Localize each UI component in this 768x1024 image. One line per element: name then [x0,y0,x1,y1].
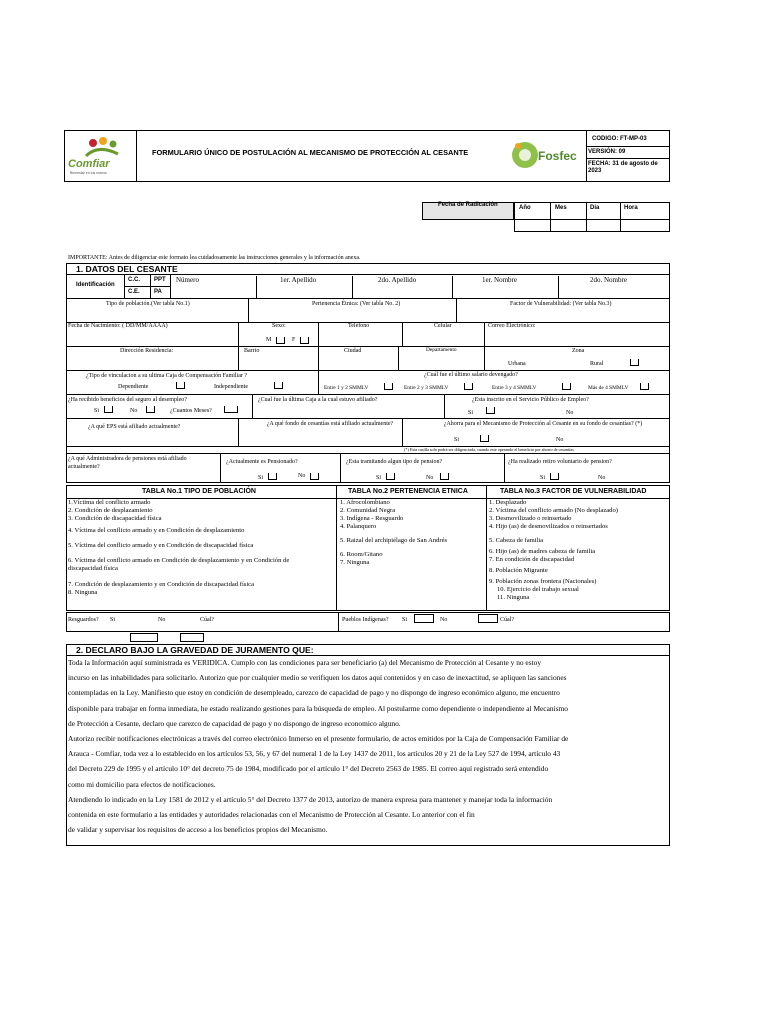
tramite-si: Si [376,475,382,481]
table1-item: 2. Condición de desplazamiento [68,507,153,514]
dependiente-checkbox[interactable] [176,382,185,389]
comfiar-tagline: Bienestar en tus manos [70,171,107,175]
beneficios-no: No [130,408,138,414]
resguardos-cual: Cúal? [200,617,214,623]
zona-urbana: Urbana [508,361,526,367]
apellido2-label: 2do. Apellido [378,276,417,284]
tipo-poblacion-input[interactable] [68,310,246,321]
nombre2-label: 2do. Nombre [590,276,627,284]
table2-item: 1. Afrocolombiano [340,499,390,506]
sexo-m-checkbox[interactable] [276,337,285,344]
direccion-input[interactable] [68,357,236,369]
departamento-label: Departamento [426,347,457,353]
id-cc: C.C. [128,277,140,283]
salario-option-1: Entre 1 y 2 SMMLV [324,385,369,391]
beneficios-si: Si [94,408,100,414]
declaration-line: Atendiendo lo indicado en la Ley 1581 de 2012 y el artículo 5° del Decreto 1377 de 2013, autorizo de manera expresa para mantener y manejar toda la información [68,794,553,804]
tipo-vinculacion-label: ¿Tipo de vinculacion a su ultima Caja de Compensación Familiar ? [86,373,248,379]
fecha: FECHA: 31 de agosto de 2023 [588,161,658,174]
barrio-input[interactable] [240,357,316,369]
nac-col-1 [238,322,239,346]
vulnerabilidad-label: Factor de Vulnerabilidad: (Ver tabla No.3) [510,301,612,307]
version: VERSIÓN: 09 [588,149,626,155]
nac-col-4 [484,322,485,346]
table3-title: TABLA No.3 FACTOR DE VULNERABILIDAD [500,488,647,495]
resguardos-label: Resguardos? [68,617,99,623]
tramite-si-checkbox[interactable] [386,473,395,480]
section1-title: 1. DATOS DEL CESANTE [76,264,178,274]
radicacion-dia-input[interactable] [587,220,619,231]
table3-item: 7. En condición de discapacidad [489,556,575,563]
dir-col-4 [484,346,485,370]
salario-question: ¿Cuál fue el último salario devengado? [424,372,518,378]
table3-item: 4. Hijo (as) de desmovilizados o reinsertados [489,523,608,530]
pob-col-1 [248,298,249,322]
empleo-si-checkbox[interactable] [486,407,495,414]
resguardos-si: Si [110,617,116,623]
ahorro-si: Si [454,437,460,443]
section1-title-line [66,274,670,275]
salario-option-3: Entre 3 y 4 SMMLV [492,385,537,391]
independiente-label: Independiente [214,384,248,390]
sexo-label: Sexo: [272,323,286,329]
ahorro-question: ¿Ahorra para el Mecanismo de Protección al Cesante en su fondo de cesantías? (*) [443,421,643,427]
id-row-mid [124,286,170,287]
numero-label: Número [176,276,199,284]
identificacion-label: Identificación [76,282,115,288]
resguardos-no: No [158,617,166,623]
form-title: FORMULARIO ÚNICO DE POSTULACIÓN AL MECANISMO DE PROTECCIÓN AL CESANTE [152,148,469,157]
row-line-3 [66,346,670,347]
comfiar-brand: Comfiar [68,158,110,170]
declaration-line: de Protección a Cesante, declaro que carezco de capacidad de pago y no dispongo de ingreso economico alguno. [68,718,401,728]
table1-list [68,499,289,597]
independiente-checkbox[interactable] [274,382,283,389]
pueblos-si-checkbox[interactable] [414,614,434,623]
radicacion-mes-input[interactable] [551,220,585,231]
telefono-label: Teléfono [348,323,370,329]
pueblos-label: Pueblos Indígenas? [342,617,389,623]
declaration-line: Autorizo recibir notificaciones electrónicas a través del correo electrónico Inmerso en el presente formulario, de actos emitidos por la Caja de Compensación Familiar de [68,734,569,744]
row-line-6 [66,418,670,419]
retiro-question: ¿Ha realizado retiro voluntario de pension? [508,459,612,465]
fosfec-logo [510,138,584,176]
apellido1-label: 1er. Apellido [280,276,317,284]
departamento-input[interactable] [400,357,482,369]
retiro-no: No [598,475,606,481]
resguardos-si-box[interactable] [130,633,158,642]
eps-input[interactable] [68,434,236,445]
table2-title: TABLA No.2 PERTENENCIA ETNICA [348,488,468,495]
radicacion-anio: Año [519,205,531,211]
pueblos-no-checkbox[interactable] [478,614,498,623]
fecha-nac-label: Fecha de Nacimiento: ( DD/MM/AAAA) [68,323,168,329]
radicacion-hora-input[interactable] [621,220,669,231]
tramite-no: No [426,475,434,481]
salario-option-3-checkbox[interactable] [562,383,571,390]
caja-input[interactable] [254,406,442,417]
pensionado-question: ¿Actualmente es Pensionado? [226,459,298,465]
table3-item: 10. Ejercicio del trabajo sexual [497,586,579,593]
table3-item: 1. Desplazado [489,499,527,506]
row-line-4 [66,370,670,371]
pueblos-cual: Cúal? [500,617,514,623]
fondo-input[interactable] [240,438,400,446]
beneficios-no-checkbox[interactable] [146,406,155,413]
fosfec-logo-icon [510,140,540,170]
id-ce: C.E. [128,289,140,295]
salario-option-4-checkbox[interactable] [640,383,649,390]
row-line-5 [66,394,670,395]
table3-item: 3. Desmovilizado o reinsertado [489,515,572,522]
ahorro-si-checkbox[interactable] [480,435,489,442]
table1-item: discapacidad física [68,565,118,572]
pen-col-1 [220,453,221,483]
declaration-line: del Decreto 229 de 1995 y el artículo 10° del decreto 75 de 1984, modificado por el artículo 1° del Decreto 2563 de 1985. El correo aquí registrado será entendido [68,764,549,774]
radicacion-dia: Día [590,205,600,211]
pertenencia-input[interactable] [250,310,454,321]
sexo-f-checkbox[interactable] [300,337,309,344]
ciudad-label: Ciudad [344,348,362,354]
pen-col-3 [504,453,505,483]
dir-col-2 [318,346,319,370]
id-col-6 [452,276,453,298]
correo-label: Correo Electrónico: [488,323,536,329]
radicacion-mes: Mes [555,205,567,211]
correo-input[interactable] [486,333,668,345]
tables-col-2 [486,485,487,611]
empleo-question: ¿Esta inscrito en el Servicio Público de Empleo? [472,397,589,403]
pensionado-no: No [298,473,306,479]
pen-col-2 [340,453,341,483]
vulnerabilidad-input[interactable] [458,310,668,321]
zona-rural: Rural [590,361,604,367]
eps-question: ¿A qué EPS está afiliado actualmente? [88,424,181,430]
zona-rural-checkbox[interactable] [630,359,639,366]
table1-item: 3. Condición de discapacidad física [68,515,162,522]
empleo-no: No [566,410,574,416]
header-divider-left [136,130,137,182]
table3-list [489,499,618,602]
table1-item: 1.Víctima del conflicto armado [68,499,151,506]
declaration-line: disponible para trabajar en forma inmediata, he estado realizando gestiones para la búsqueda de empleo. Al postularme como dependiente o independiente al Mecanismo [68,703,568,713]
salario-option-2-checkbox[interactable] [464,383,473,390]
tramite-no-checkbox[interactable] [440,473,449,480]
pertenencia-label: Pertenencia Étnica: (Ver tabla No. 2) [312,301,401,307]
radicacion-anio-input[interactable] [515,220,549,231]
table3-item: 8. Población Migrante [489,567,548,574]
table2-item: 2. Comunidad Negra [340,507,396,514]
fosfec-brand: Fosfec [538,149,577,163]
radicacion-hora: Hora [624,205,638,211]
dependiente-label: Dependiente [118,384,149,390]
row-line-1 [66,298,670,299]
pensiones-input[interactable] [68,472,218,482]
pueblos-no: No [440,617,448,623]
beneficios-question: ¿Ha recibido beneficios del seguro al desempleo? [68,397,187,403]
table2-item: 6. Room/Gitano [340,551,383,558]
nac-col-2 [318,322,319,346]
table3-item: 5. Cabeza de familia [489,537,544,544]
row-line-8 [66,453,670,454]
numero-input[interactable] [172,286,254,298]
importante-note: IMPORTANTE: Antes de diligenciar este formato lea cuidadosamente las instrucciones generales y la información anexa. [68,255,361,261]
beneficios-si-checkbox[interactable] [104,406,113,413]
declaration-line: Toda la Información aquí suministrada es VERIDICA. Cumplo con las condiciones para ser beneficiario (a) del Mecanismo de Protección al Cesante y no estoy [68,658,542,667]
zona-label: Zona [572,348,585,354]
barrio-label: Barrio [244,348,260,354]
meses-input[interactable] [224,406,238,413]
header-meta-line-2 [586,158,670,159]
celular-label: Celular [434,323,452,329]
nombre2-input[interactable] [560,286,668,298]
tables-col-1 [336,485,337,611]
pob-col-2 [456,298,457,322]
radicacion-label: Fecha de Radicación [438,202,498,208]
telefono-input[interactable] [320,333,400,345]
eps-col-1 [238,418,239,446]
codigo: CODIGO: FT-MP-03 [592,136,647,142]
direccion-label: Dirección Residencia: [120,348,174,354]
declaration-text [68,655,568,837]
fecha-nac-input[interactable] [68,333,236,345]
celular-input[interactable] [404,333,482,345]
id-pa: PA [154,289,162,295]
id-col-5 [352,276,353,298]
table1-item: 8. Ninguna [68,589,98,596]
salario-option-4: Más de 4 SMMLV [588,385,629,391]
pensiones-question: ¿A qué Administradora de pensiones está afiliado actualmente? [68,456,187,470]
row-line-7 [66,446,670,447]
header-meta-line-1 [586,146,670,147]
table3-item: 9. Población zonas frontera (Nacionales) [489,578,597,585]
empleo-si: Si [468,410,474,416]
ben-col-2 [444,394,445,418]
ciudad-input[interactable] [320,357,396,369]
table1-item: 7. Condición de desplazamiento y en Condición de discapacidad física [68,581,255,588]
nac-col-3 [402,322,403,346]
declaration-line: Arauca - Comfiar, toda vez a lo establecido en los artículos 53, 56, y 67 del numeral 1 de la Ley 1437 de 2011, los artículos 20 y 21 de la Ley 527 de 1994, artículo 43 [68,749,561,759]
table3-item: 2. Víctima del conflicto armado (No desplazado) [489,507,618,514]
eps-col-2 [402,418,403,446]
header-divider-right [586,130,587,182]
dir-col-1 [238,346,239,370]
salario-option-2: Entre 2 y 3 SMMLV [404,385,449,391]
table1-title: TABLA No.1 TIPO DE POBLACIÓN [142,488,256,495]
table1-item: 4. Víctima del conflicto armado y en Condición de desplazamiento [68,527,245,534]
salario-option-1-checkbox[interactable] [384,383,393,390]
nombre1-input[interactable] [454,286,556,298]
pensionado-si: Si [258,475,264,481]
sexo-m: M [266,337,272,343]
table2-item: 5. Raizal del archipiélago de San Andrés [340,537,448,544]
id-ppt: PPT [154,277,166,283]
declaration-line: de validar y supervisar los requisitos de acceso a los beneficios propios del Mecanismo. [68,825,328,835]
tipo-poblacion-label: Tipo de población.(Ver tabla No.1) [106,301,190,307]
id-col-3 [170,274,171,298]
table2-item: 3. Indígena - Resguardo [340,515,404,522]
pensionado-no-checkbox[interactable] [310,473,319,480]
nombre1-label: 1er. Nombre [482,276,517,284]
apellido2-input[interactable] [354,286,450,298]
dir-col-3 [398,346,399,370]
retiro-si-checkbox[interactable] [550,473,559,480]
caja-question: ¿Cual fue la última Caja a la cual estuvo afiliado? [258,397,378,403]
section2-title: 2. DECLARO BAJO LA GRAVEDAD DE JURAMENTO QUE: [76,645,314,655]
meses-question: ¿Cuantos Meses? [170,408,212,414]
fondo-question: ¿A qué fondo de cesantías está afiliado actualmente? [266,421,394,427]
id-col-4 [256,276,257,298]
declaration-line: como mi domicilio para efectos de notificaciones. [68,779,216,789]
tramite-question: ¿Esta tramitando algun tipo de pension? [346,459,443,465]
comfiar-logo [66,134,134,178]
resguardos-no-box[interactable] [180,633,204,642]
declaration-line: contenida en este formulario a las entidades y autoridades relacionadas con el Mecanismo de Protección al Cesante. Lo anterior con el fin [68,810,475,820]
table2-item: 7. Ninguna [340,559,370,566]
sexo-f: F [292,337,296,343]
apellido1-input[interactable] [258,286,350,298]
pueblos-si: Si [402,617,408,623]
table1-item: 5. Víctima del conflicto armado y en Condición de discapacidad física [68,542,254,549]
id-col-7 [558,276,559,298]
pensionado-si-checkbox[interactable] [268,473,277,480]
declaration-line: contempladas en la Ley. Manifiesto que estoy en condición de desempleado, carezco de capacidad de pago y no dispongo de ingreso económico alguno, me encuentro [68,688,560,698]
declaration-line: incurso en las inhabilidades para solicitarlo. Autorizo que por cualquier medio se verifiquen los datos aquí contenidos y en caso de inexactitud, se apliquen las sanciones [68,673,567,683]
table1-item: 6. Víctima del conflicto armado en Condición de desplazamiento y en Condición de [68,557,290,564]
table2-list [340,499,447,567]
ahorro-note: (*) Esta casilla solo podrá ser diligenciada, cuando este operando el beneficio por ahorro de cesantías [404,447,574,452]
retiro-si: Si [540,475,546,481]
resguardos-divider [338,612,339,632]
table3-item: 6. Hijo (as) de madres cabeza de familia [489,548,596,555]
vinc-col-1 [318,370,319,394]
table3-item: 11. Ninguna [497,594,530,601]
ahorro-no: No [556,437,564,443]
table2-item: 4. Palanquero [340,523,377,530]
ben-col-1 [252,394,253,418]
